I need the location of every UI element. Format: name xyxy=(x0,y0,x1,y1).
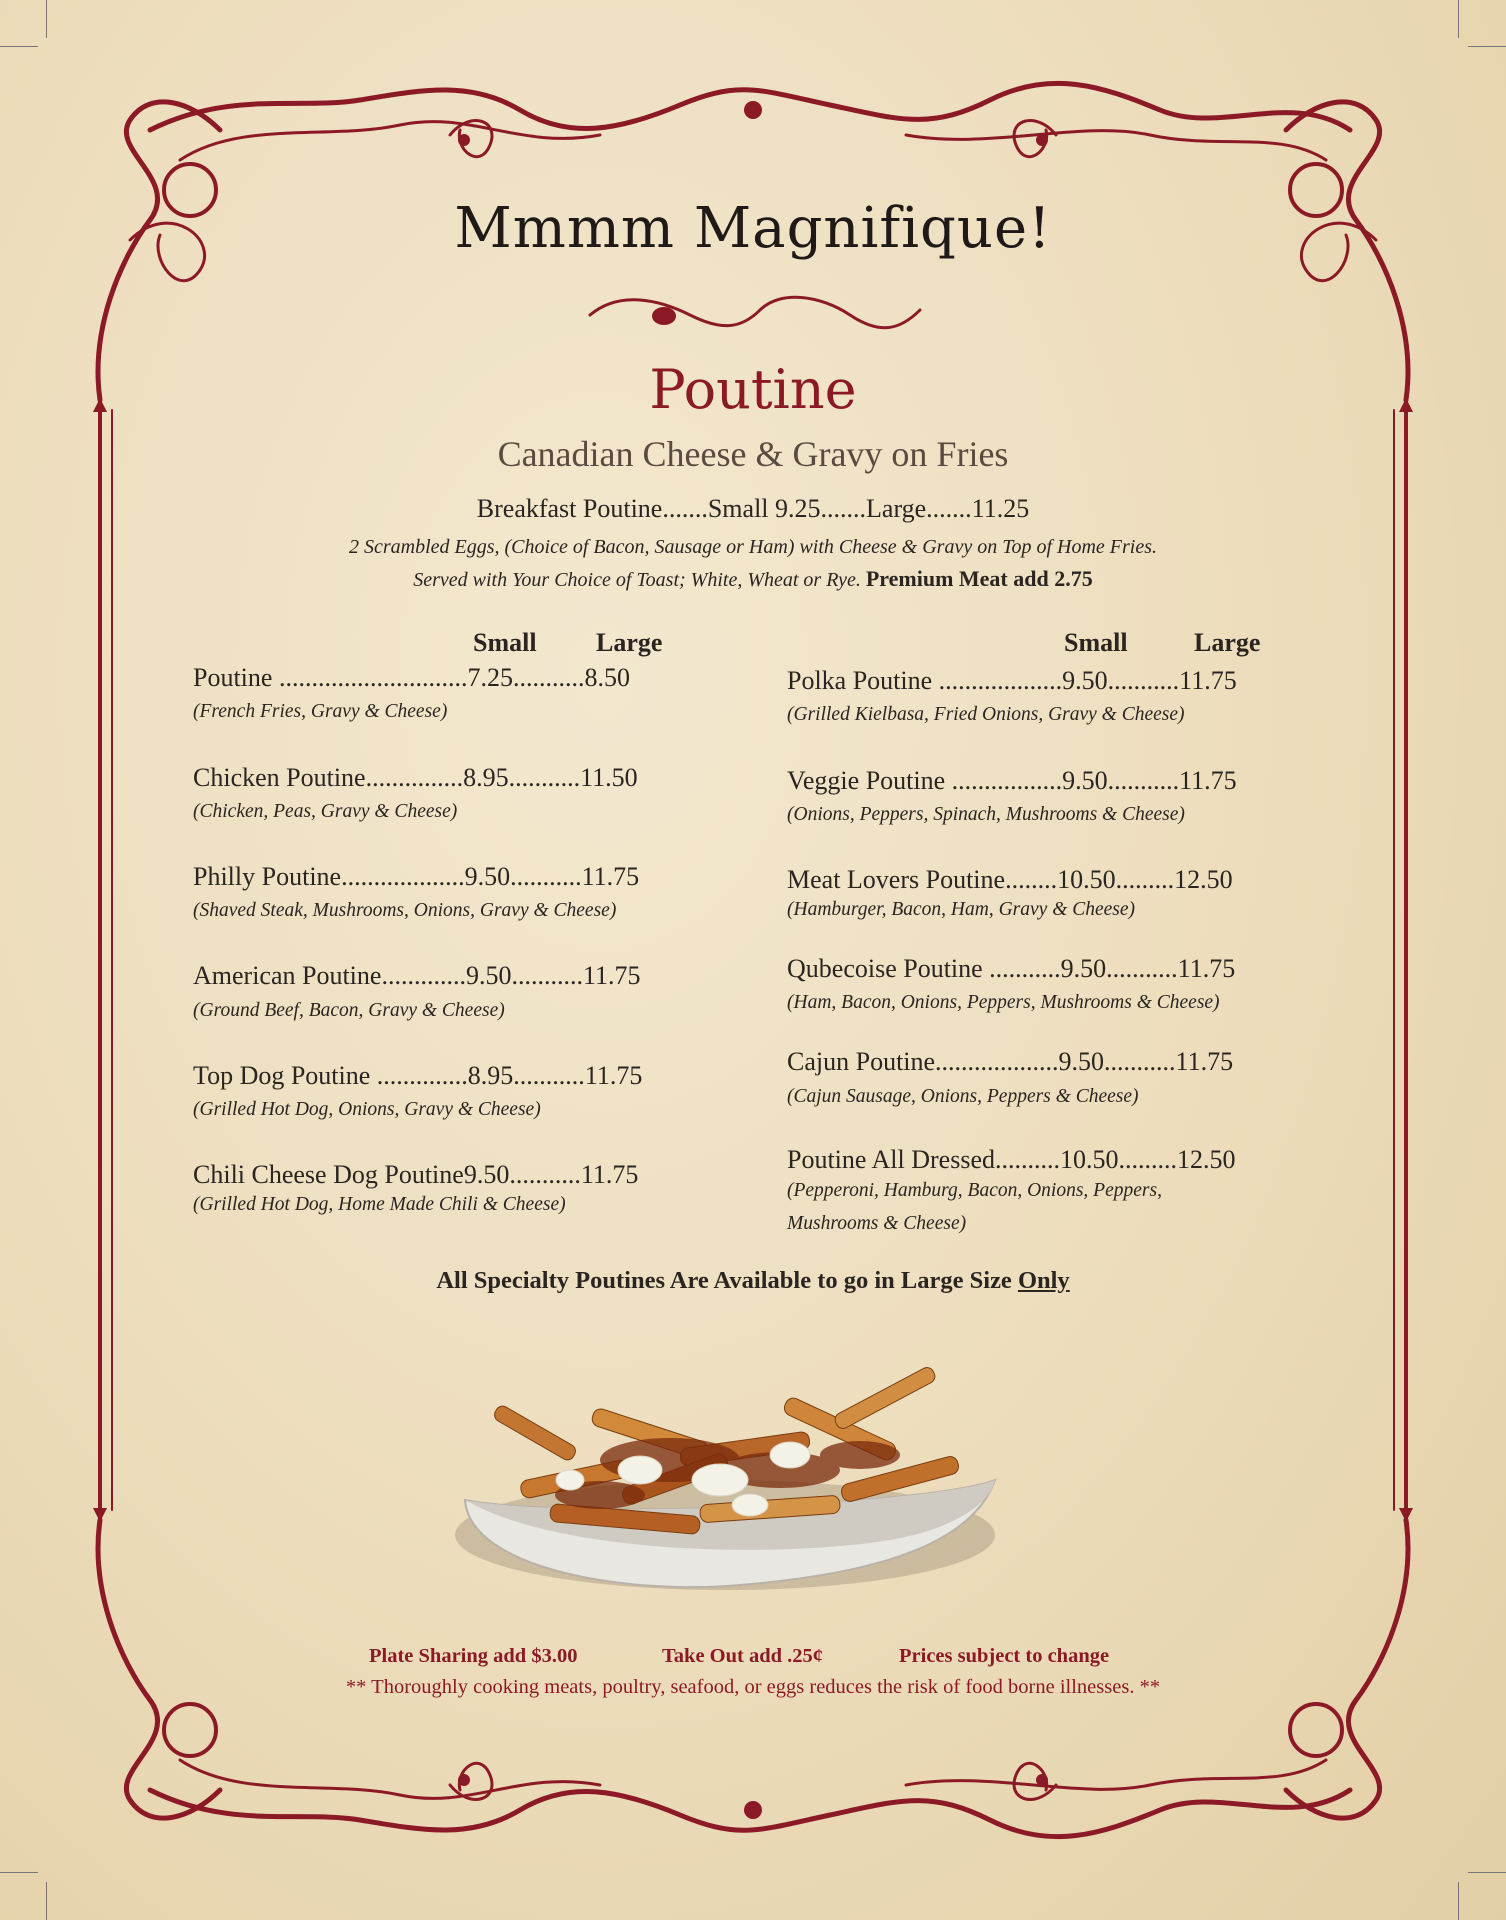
breakfast-toast-text: Served with Your Choice of Toast; White, Wheat or Rye. xyxy=(413,569,861,591)
notice-text: All Specialty Poutines Are Available to go in Large Size xyxy=(436,1267,1012,1294)
menu-item-description: Mushrooms & Cheese) xyxy=(787,1213,967,1234)
left-small-header: Small xyxy=(473,628,537,657)
prices-note: Prices subject to change xyxy=(899,1645,1110,1667)
menu-item: Poutine All Dressed..........10.50.........12.50 xyxy=(787,1145,1236,1174)
right-small-header: Small xyxy=(1064,628,1128,657)
menu-item-description: (Grilled Hot Dog, Onions, Gravy & Cheese) xyxy=(193,1099,541,1120)
plate-sharing-note: Plate Sharing add $3.00 xyxy=(369,1645,578,1667)
menu-item-description: (Shaved Steak, Mushrooms, Onions, Gravy & Cheese) xyxy=(193,900,617,921)
section-subtitle: Canadian Cheese & Gravy on Fries xyxy=(497,434,1009,474)
menu-item: Polka Poutine ...................9.50...........11.75 xyxy=(787,666,1237,695)
notice-emphasis: Only xyxy=(1017,1267,1070,1294)
menu-item-description: (Cajun Sausage, Onions, Peppers & Cheese) xyxy=(787,1086,1139,1107)
page-title: Mmmm Magnifique! xyxy=(454,196,1052,261)
menu-item: Chili Cheese Dog Poutine9.50...........11.75 xyxy=(193,1160,639,1189)
take-out-note: Take Out add .25¢ xyxy=(662,1645,824,1667)
menu-item-description: (French Fries, Gravy & Cheese) xyxy=(193,701,448,722)
left-large-header: Large xyxy=(596,628,663,657)
breakfast-description xyxy=(0,532,1506,596)
premium-meat-note: Premium Meat add 2.75 xyxy=(865,566,1093,591)
menu-item: Cajun Poutine...................9.50...........11.75 xyxy=(787,1047,1234,1076)
menu-item-description: (Pepperoni, Hamburg, Bacon, Onions, Peppers, xyxy=(787,1180,1162,1201)
menu-item: Veggie Poutine .................9.50...........11.75 xyxy=(787,766,1237,795)
menu-item-description: (Ground Beef, Bacon, Gravy & Cheese) xyxy=(193,1000,505,1021)
breakfast-desc-line-1: 2 Scrambled Eggs, (Choice of Bacon, Sausage or Ham) with Cheese & Gravy on Top of Home Fries. xyxy=(348,536,1158,558)
menu-item-description: (Hamburger, Bacon, Ham, Gravy & Cheese) xyxy=(787,899,1136,920)
menu-item-description: (Ham, Bacon, Onions, Peppers, Mushrooms & Cheese) xyxy=(787,992,1220,1013)
menu-item: Poutine .............................7.25...........8.50 xyxy=(193,663,630,692)
specialty-notice xyxy=(0,1267,1506,1295)
menu-item: Philly Poutine...................9.50...........11.75 xyxy=(193,862,640,891)
menu-item-description: (Grilled Hot Dog, Home Made Chili & Cheese) xyxy=(193,1194,566,1215)
menu-item: Chicken Poutine...............8.95...........11.50 xyxy=(193,763,638,792)
section-title: Poutine xyxy=(649,358,857,421)
menu-item: Meat Lovers Poutine........10.50.........12.50 xyxy=(787,865,1233,894)
menu-item-description: (Grilled Kielbasa, Fried Onions, Gravy & Cheese) xyxy=(787,704,1185,725)
menu-item: Qubecoise Poutine ...........9.50...........11.75 xyxy=(787,954,1236,983)
poutine-dish-image xyxy=(450,1330,1010,1610)
right-large-header: Large xyxy=(1194,628,1261,657)
breakfast-poutine-line: Breakfast Poutine.......Small 9.25.......Large.......11.25 xyxy=(476,494,1030,523)
menu-item-description: (Chicken, Peas, Gravy & Cheese) xyxy=(193,801,458,822)
menu-item: American Poutine.............9.50...........11.75 xyxy=(193,961,641,990)
menu-item-description: (Onions, Peppers, Spinach, Mushrooms & Cheese) xyxy=(787,804,1185,825)
menu-item: Top Dog Poutine ..............8.95...........11.75 xyxy=(193,1061,643,1090)
breakfast-desc-line-2 xyxy=(0,563,1506,596)
food-safety-warning: ** Thoroughly cooking meats, poultry, seafood, or eggs reduces the risk of food borne illnesses. ** xyxy=(345,1676,1161,1698)
